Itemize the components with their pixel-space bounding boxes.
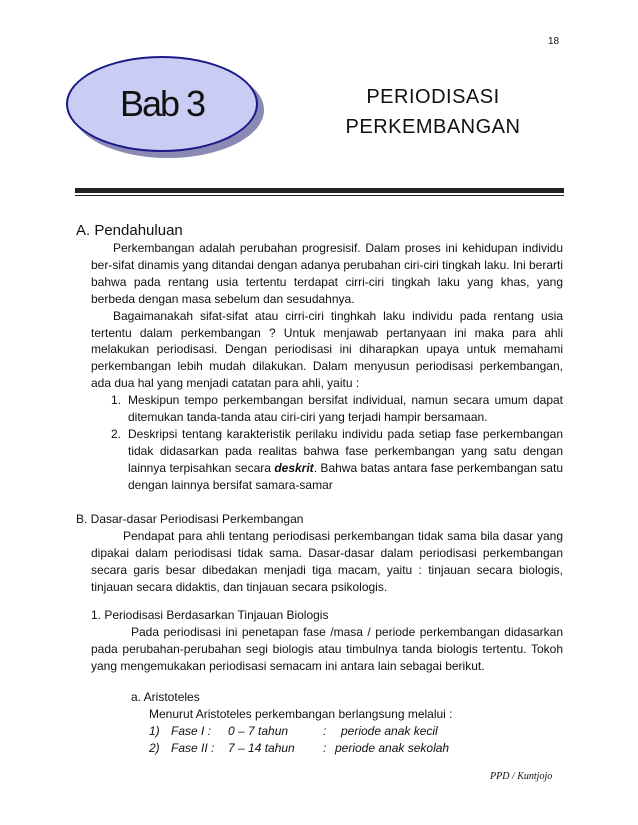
list-item-number: 2.	[111, 426, 122, 441]
section-a-list	[91, 392, 563, 493]
list-item-number: 1.	[111, 393, 122, 408]
section-b-paragraph: Pendapat para ahli tentang periodisasi perkembangan tidak sama bila dasar yang dipakai dalam periodisasi tidak sama. Dasar-dasar dalam periodisasi perkembangan secara garis besar dibedakan menjadi tiga macam, yaitu : tinjauan secara biologis, tinjauan secara didaktis, dan tinjauan secara psikologis.	[91, 529, 563, 594]
list-item-text: Meskipun tempo perkembangan bersifat individual, namun secara umum dapat ditemukan tanda-tanda atau ciri-ciri yang terjadi hampir bersamaan.	[128, 393, 563, 425]
emphasis-deskrit: deskrit	[274, 460, 314, 475]
list-item-text	[128, 427, 563, 492]
subsection-1-paragraph: Pada periodisasi ini penetapan fase /masa / periode perkembangan didasarkan pada perubahan-perubahan segi biologis atau timbulnya tanda biologis tertentu. Tokoh yang mengemukakan periodisasi semacam ini antara lain sebagai berikut.	[91, 625, 563, 673]
phase-range: 7 – 14 tahun	[228, 741, 295, 755]
phase-description: periode anak sekolah	[335, 741, 450, 755]
section-a-heading: A. Pendahuluan	[76, 222, 183, 239]
header-divider-thick	[75, 188, 564, 193]
phase-name: Fase I :	[171, 724, 212, 738]
phase-name: Fase II :	[171, 741, 215, 755]
section-b-body	[91, 528, 563, 596]
item-a-text: Menurut Aristoteles perkembangan berlangsung melalui :	[149, 707, 453, 721]
phase-number: 2)	[149, 741, 160, 755]
list-item-text-before: Deskripsi tentang karakteristik perilaku individu pada setiap fase perkembangan tidak didasarkan pada realitas bahwa fase perkembangan yang satu dengan lainnya terpisahkan secara	[128, 426, 563, 475]
section-b-heading: B. Dasar-dasar Periodisasi Perkembangan	[76, 512, 304, 526]
list-item-text-after: . Bahwa batas antara fase perkembangan satu dengan lainnya bersifat samara-samar	[128, 460, 563, 492]
chapter-title	[318, 82, 548, 142]
subsection-1-body	[91, 624, 563, 675]
phase-row	[149, 740, 469, 757]
page-footer: PPD / Kuntjojo	[490, 771, 553, 782]
item-a-label: a. Aristoteles	[131, 690, 200, 704]
subsection-1-heading: 1. Periodisasi Berdasarkan Tinjauan Biologis	[91, 608, 329, 622]
phase-number: 1)	[149, 724, 160, 738]
phase-list	[149, 723, 469, 757]
phase-description: periode anak kecil	[341, 724, 438, 738]
phase-separator: :	[323, 724, 327, 738]
phase-range: 0 – 7 tahun	[228, 724, 289, 738]
page-number: 18	[548, 36, 560, 47]
section-a-paragraph-1: Perkembangan adalah perubahan progresisif. Dalam proses ini kehidupan individu ber-sifat dinamis yang ditandai dengan adanya perubahan ciri-ciri tingkah laku. Ini berarti bahwa pada rentang usia tertentu terdapat cirri-ciri tingkah laku yang khas, yang berbeda dengan masa sebelum dan sesudahnya.	[91, 241, 563, 306]
section-a-body	[91, 240, 563, 494]
list-item	[91, 426, 563, 494]
section-a-paragraph-2: Bagaimanakah sifat-sifat atau cirri-ciri tinghkah laku individu pada rentang usia tertentu dalam perkembangan ? Untuk menjawab pertanyaan ini maka para ahli melakukan periodisasi. Dengan periodisasi ini diharapkan upaya untuk memahami perkembangan lebih mudah dilakukan. Dalam menyusun periodisasi perkembangan, ada dua hal yang menjadi catatan para ahli, yaitu :	[91, 308, 563, 391]
list-item	[91, 392, 563, 426]
phase-separator: :	[323, 741, 327, 755]
header-divider-thin	[75, 195, 564, 196]
chapter-title-line2: PERKEMBANGAN	[345, 116, 521, 138]
chapter-title-line1: PERIODISASI	[366, 86, 500, 108]
chapter-badge: Bab 3	[66, 56, 258, 152]
phase-row	[149, 723, 469, 740]
